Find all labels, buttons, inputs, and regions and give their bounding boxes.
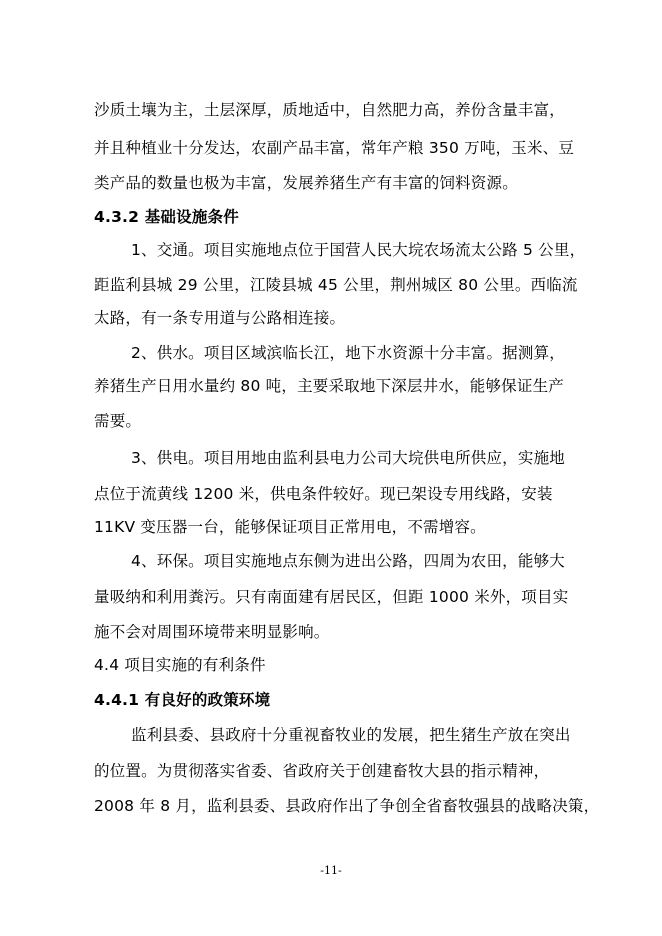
body-text-line: 太路，有一条专用道与公路相连接。 [94, 309, 346, 327]
body-text-line: 点位于流黄线 1200 米，供电条件较好。现已架设专用线路，安装 [94, 485, 553, 503]
body-text-line: 养猪生产日用水量约 80 吨，主要采取地下深层井水，能够保证生产 [94, 377, 564, 395]
body-text-line: 类产品的数量也极为丰富，发展养猪生产有丰富的饲料资源。 [94, 174, 518, 192]
section-heading-4-4-1: 4.4.1 有良好的政策环境 [94, 691, 271, 709]
body-text-line: 监利县委、县政府十分重视畜牧业的发展，把生猪生产放在突出 [131, 726, 571, 744]
body-text-line: 1、交通。项目实施地点位于国营人民大垸农场流太公路 5 公里， [131, 241, 586, 259]
body-text-line: 4、环保。项目实施地点东侧为进出公路，四周为农田，能够大 [131, 552, 565, 570]
body-text-line: 2008 年 8 月，监利县委、县政府作出了争创全省畜牧强县的战略决策， [94, 797, 600, 815]
body-text-line: 施不会对周围环境带来明显影响。 [94, 623, 330, 641]
section-heading-4-4: 4.4 项目实施的有利条件 [94, 656, 266, 674]
body-text-line: 3、供电。项目用地由监利县电力公司大垸供电所供应，实施地 [131, 449, 565, 467]
body-text-line: 并且种植业十分发达，农副产品丰富，常年产粮 350 万吨，玉米、豆 [94, 139, 575, 157]
body-text-line: 距监利县城 29 公里，江陵县城 45 公里，荆州城区 80 公里。西临流 [94, 276, 578, 294]
page-number: -11- [320, 864, 342, 877]
body-text-line: 11KV 变压器一台，能够保证项目正常用电，不需增容。 [94, 518, 486, 536]
body-text-line: 量吸纳和利用粪污。只有南面建有居民区，但距 1000 米外，项目实 [94, 588, 569, 606]
section-heading-4-3-2: 4.3.2 基础设施条件 [94, 208, 239, 226]
body-text-line: 2、供水。项目区域滨临长江，地下水资源十分丰富。据测算， [131, 344, 565, 362]
body-text-line: 的位置。为贯彻落实省委、省政府关于创建畜牧大县的指示精神， [94, 762, 550, 780]
body-text-line: 沙质土壤为主，土层深厚，质地适中，自然肥力高，养份含量丰富， [94, 101, 566, 119]
body-text-line: 需要。 [94, 412, 142, 430]
